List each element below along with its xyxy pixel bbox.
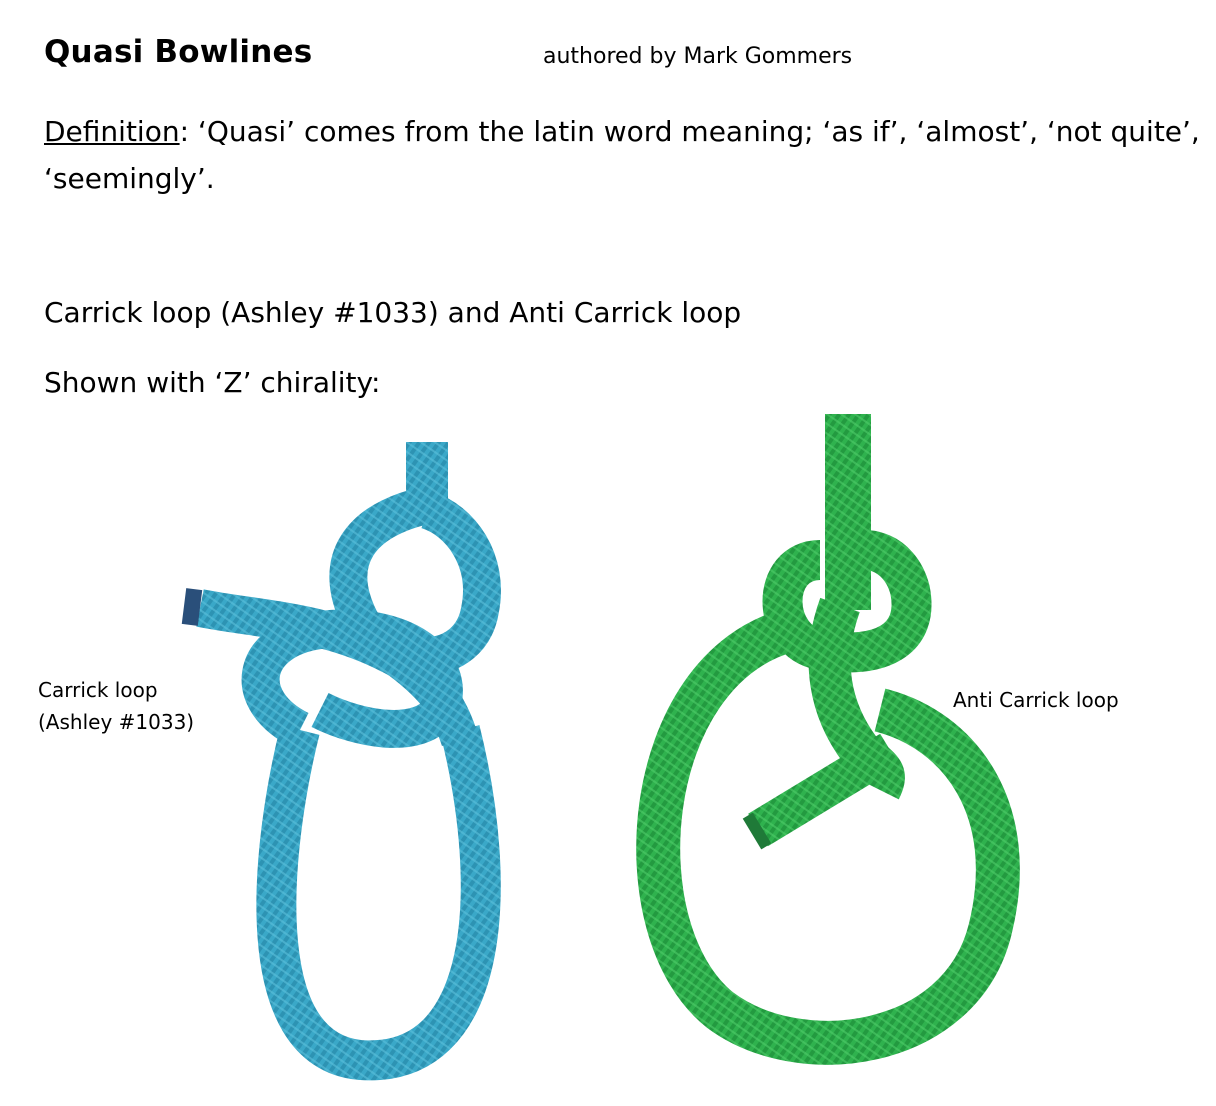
definition-paragraph: [44, 108, 1204, 202]
carrick-main-loop: [276, 730, 480, 1060]
anti-carrick-loop-rope: [658, 414, 998, 1043]
carrick-loop-label-line1: Carrick loop: [38, 678, 158, 702]
chirality-note: Shown with ‘Z’ chirality:: [44, 366, 381, 399]
author-credit: authored by Mark Gommers: [543, 44, 853, 69]
definition-term: Definition: [44, 115, 180, 148]
knot-illustration: [0, 410, 1216, 1100]
knot-photos: [0, 410, 1216, 1100]
carrick-loop-label-line2: (Ashley #1033): [38, 710, 195, 734]
carrick-tail: [184, 606, 200, 608]
carrick-loop-rope: [184, 442, 482, 1060]
carrick-loop-label: [38, 674, 194, 738]
anti-carrick-tail-end: [752, 828, 762, 834]
page-title: Quasi Bowlines: [44, 34, 313, 70]
anti-carrick-tail: [758, 750, 890, 830]
anti-carrick-loop-label-text: Anti Carrick loop: [953, 688, 1119, 712]
definition-text: : ‘Quasi’ comes from the latin word meaning; ‘as if’, ‘almost’, ‘not quite’, ‘seemingly’.: [44, 115, 1200, 195]
anti-carrick-loop-label: [953, 684, 1119, 716]
knots-heading: Carrick loop (Ashley #1033) and Anti Carrick loop: [44, 296, 742, 329]
